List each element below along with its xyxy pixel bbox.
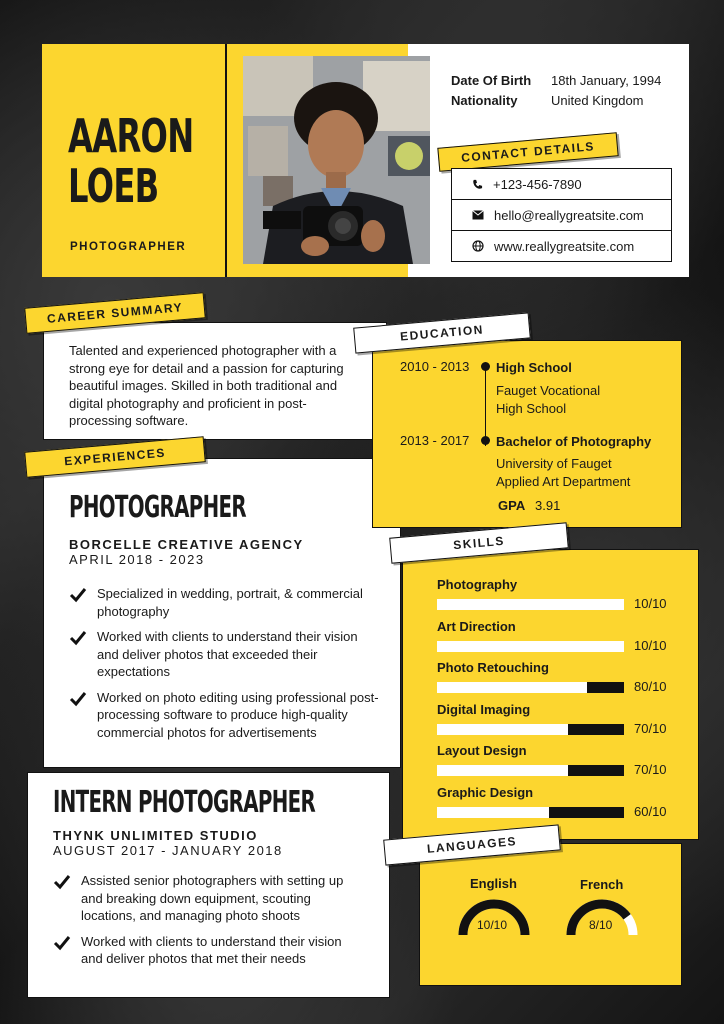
skill-bar-fill — [437, 599, 624, 610]
job-1-bullet — [69, 628, 379, 681]
check-icon — [69, 690, 87, 708]
check-icon — [69, 586, 87, 604]
skill-bar — [437, 724, 624, 735]
job-2-title: INTERN PHOTOGRAPHER — [53, 785, 316, 820]
contact-website-row[interactable] — [452, 231, 671, 261]
skill-score: 10/10 — [634, 637, 667, 653]
dob-label: Date Of Birth — [451, 73, 532, 88]
skill-name: Photo Retouching — [437, 660, 549, 675]
check-icon — [69, 629, 87, 647]
contact-email-row[interactable] — [452, 200, 671, 231]
skill-bar-fill — [437, 807, 549, 818]
education-timeline-line — [485, 366, 486, 446]
timeline-dot — [481, 362, 490, 371]
skill-bar-fill — [437, 765, 568, 776]
mail-icon — [472, 210, 484, 220]
nationality-label: Nationality — [451, 93, 518, 108]
skill-bar — [437, 765, 624, 776]
job-2-company: THYNK UNLIMITED STUDIO — [53, 828, 258, 843]
edu-2-school-line2: Applied Art Department — [496, 474, 631, 489]
languages-heading-label: LANGUAGES — [426, 834, 518, 856]
job-2-bullets — [53, 872, 363, 968]
language-name: English — [470, 876, 517, 891]
language-name: French — [580, 877, 624, 892]
skill-bar — [437, 682, 624, 693]
dob-value: 18th January, 1994 — [551, 73, 662, 88]
job-1-bullet — [69, 689, 379, 742]
contact-phone-row[interactable] — [452, 169, 671, 200]
timeline-dot — [481, 436, 490, 445]
gpa-value: 3.91 — [535, 498, 561, 513]
contact-phone: +123-456-7890 — [493, 176, 582, 192]
job-2-bullet-text: Assisted senior photographers with setting up and breaking down equipment, scouting locations, and managing photo shoots — [81, 873, 344, 923]
language-score: 8/10 — [589, 918, 613, 932]
job-2-bullet — [53, 872, 363, 925]
phone-icon — [472, 179, 483, 190]
language-score: 10/10 — [477, 918, 508, 932]
first-name: AARON — [68, 109, 194, 163]
skill-bar — [437, 599, 624, 610]
edu-2-school-line1: University of Fauget — [496, 456, 612, 471]
job-2-bullet-text: Worked with clients to understand their vision and deliver photos that met their needs — [81, 933, 342, 966]
edu-2-years: 2013 - 2017 — [400, 433, 470, 448]
job-2-bullet — [53, 933, 363, 968]
check-icon — [53, 934, 71, 952]
globe-icon — [472, 240, 484, 252]
skill-bar — [437, 807, 624, 818]
edu-1-years: 2010 - 2013 — [400, 359, 470, 374]
skill-score: 10/10 — [634, 596, 667, 611]
job-1-bullet-text: Worked on photo editing using professional post-processing software to produce high-quality commercial photos for advertisements — [97, 689, 379, 740]
skill-score: 70/10 — [634, 762, 667, 777]
skill-bar-fill — [437, 724, 568, 735]
job-2-dates: AUGUST 2017 - JANUARY 2018 — [53, 843, 283, 858]
job-1-bullet-text: Worked with clients to understand their vision and deliver photos that exceeded their expectations — [97, 629, 358, 679]
contact-box — [451, 168, 672, 262]
contact-heading-label: CONTACT DETAILS — [460, 139, 596, 165]
summary-text: Talented and experienced photographer with a strong eye for detail and a passion for capturing beautiful images. Skilled in both traditional and digital photography and proficient in post-processing software. — [69, 343, 344, 428]
job-1-bullet-text: Specialized in wedding, portrait, & commercial photography — [97, 586, 363, 619]
skill-name: Art Direction — [437, 618, 516, 634]
edu-2-degree: Bachelor of Photography — [496, 434, 652, 449]
edu-1-school-line2: High School — [496, 401, 567, 416]
skill-name: Graphic Design — [437, 784, 534, 800]
skill-name: Layout Design — [437, 743, 527, 758]
skill-score: 70/10 — [634, 720, 667, 736]
job-1-bullets — [69, 585, 379, 741]
skill-bar — [437, 641, 624, 652]
job-1-bullet — [69, 585, 379, 620]
skill-score: 60/10 — [634, 803, 667, 819]
experiences-heading-label: EXPERIENCES — [63, 445, 167, 469]
edu-1-degree: High School — [496, 360, 572, 375]
nationality-value: United Kingdom — [551, 93, 644, 108]
contact-email: hello@reallygreatsite.com — [494, 207, 644, 223]
contact-website: www.reallygreatsite.com — [494, 238, 635, 254]
portrait-image — [243, 56, 430, 264]
skills-heading-label: SKILLS — [452, 533, 506, 553]
check-icon — [53, 873, 71, 891]
job-1-dates: APRIL 2018 - 2023 — [69, 552, 205, 567]
summary-heading-label: CAREER SUMMARY — [46, 300, 184, 326]
job-1-title: PHOTOGRAPHER — [69, 490, 247, 525]
skill-name: Photography — [437, 577, 518, 592]
profile-photo — [243, 56, 430, 264]
skill-bar-fill — [437, 641, 624, 652]
skill-name: Digital Imaging — [437, 701, 531, 717]
education-heading-label: EDUCATION — [399, 322, 485, 344]
skill-score: 80/10 — [634, 679, 667, 694]
edu-1-school-line1: Fauget Vocational — [496, 383, 601, 398]
last-name: LOEB — [68, 159, 159, 213]
gpa-label: GPA — [498, 498, 526, 513]
skill-bar-fill — [437, 682, 587, 693]
job-1-company: BORCELLE CREATIVE AGENCY — [69, 537, 304, 552]
job-title: PHOTOGRAPHER — [70, 241, 187, 253]
